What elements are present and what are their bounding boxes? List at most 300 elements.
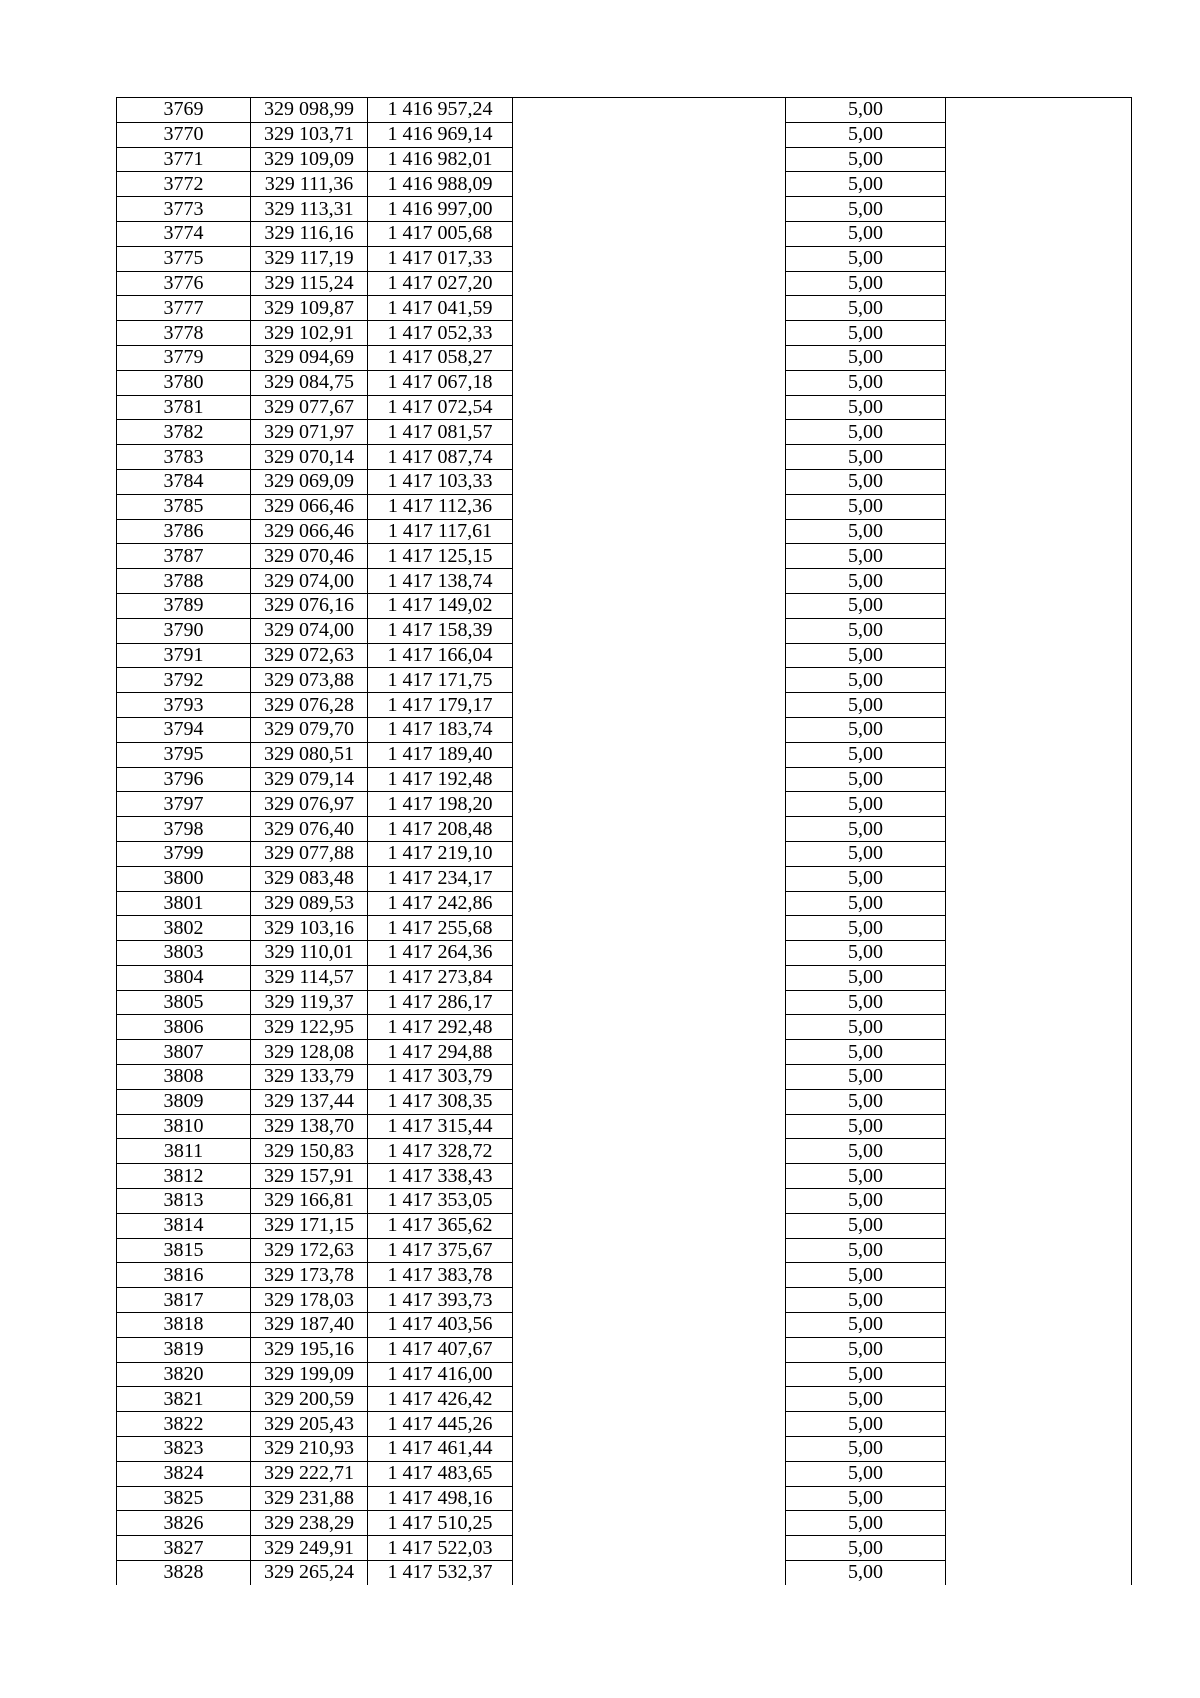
empty-cell — [946, 1015, 1132, 1040]
y-coordinate-cell: 1 417 264,36 — [368, 941, 513, 966]
point-number-cell: 3769 — [117, 98, 251, 123]
point-number-cell: 3827 — [117, 1536, 251, 1561]
x-coordinate-cell: 329 128,08 — [251, 1040, 368, 1065]
empty-cell — [946, 1065, 1132, 1090]
point-number-cell: 3786 — [117, 519, 251, 544]
empty-cell — [946, 1313, 1132, 1338]
y-coordinate-cell: 1 416 997,00 — [368, 197, 513, 222]
distance-cell: 5,00 — [786, 1114, 946, 1139]
point-number-cell: 3778 — [117, 321, 251, 346]
y-coordinate-cell: 1 417 052,33 — [368, 321, 513, 346]
table-row — [117, 866, 1132, 891]
distance-cell: 5,00 — [786, 1561, 946, 1585]
empty-cell — [513, 866, 786, 891]
empty-cell — [513, 1114, 786, 1139]
point-number-cell: 3771 — [117, 147, 251, 172]
y-coordinate-cell: 1 417 183,74 — [368, 717, 513, 742]
point-number-cell: 3822 — [117, 1412, 251, 1437]
point-number-cell: 3781 — [117, 395, 251, 420]
distance-cell: 5,00 — [786, 271, 946, 296]
table-row — [117, 221, 1132, 246]
empty-cell — [513, 1362, 786, 1387]
empty-cell — [513, 792, 786, 817]
point-number-cell: 3803 — [117, 941, 251, 966]
point-number-cell: 3815 — [117, 1238, 251, 1263]
table-row — [117, 1412, 1132, 1437]
y-coordinate-cell: 1 417 461,44 — [368, 1437, 513, 1462]
point-number-cell: 3806 — [117, 1015, 251, 1040]
x-coordinate-cell: 329 083,48 — [251, 866, 368, 891]
empty-cell — [946, 1337, 1132, 1362]
y-coordinate-cell: 1 417 058,27 — [368, 345, 513, 370]
distance-cell: 5,00 — [786, 1015, 946, 1040]
empty-cell — [946, 1114, 1132, 1139]
x-coordinate-cell: 329 150,83 — [251, 1139, 368, 1164]
point-number-cell: 3817 — [117, 1288, 251, 1313]
coordinates-table — [116, 97, 1132, 1585]
y-coordinate-cell: 1 417 315,44 — [368, 1114, 513, 1139]
point-number-cell: 3788 — [117, 569, 251, 594]
empty-cell — [946, 420, 1132, 445]
distance-cell: 5,00 — [786, 98, 946, 123]
table-row — [117, 1561, 1132, 1585]
empty-cell — [513, 221, 786, 246]
table-row — [117, 569, 1132, 594]
empty-cell — [513, 618, 786, 643]
distance-cell: 5,00 — [786, 321, 946, 346]
point-number-cell: 3776 — [117, 271, 251, 296]
point-number-cell: 3811 — [117, 1139, 251, 1164]
table-row — [117, 891, 1132, 916]
point-number-cell: 3820 — [117, 1362, 251, 1387]
point-number-cell: 3784 — [117, 469, 251, 494]
point-number-cell: 3821 — [117, 1387, 251, 1412]
x-coordinate-cell: 329 205,43 — [251, 1412, 368, 1437]
distance-cell: 5,00 — [786, 817, 946, 842]
point-number-cell: 3773 — [117, 197, 251, 222]
distance-cell: 5,00 — [786, 1164, 946, 1189]
empty-cell — [946, 197, 1132, 222]
x-coordinate-cell: 329 074,00 — [251, 618, 368, 643]
empty-cell — [513, 122, 786, 147]
empty-cell — [946, 643, 1132, 668]
x-coordinate-cell: 329 076,16 — [251, 593, 368, 618]
distance-cell: 5,00 — [786, 296, 946, 321]
distance-cell: 5,00 — [786, 445, 946, 470]
x-coordinate-cell: 329 222,71 — [251, 1461, 368, 1486]
table-row — [117, 1313, 1132, 1338]
point-number-cell: 3789 — [117, 593, 251, 618]
x-coordinate-cell: 329 210,93 — [251, 1437, 368, 1462]
distance-cell: 5,00 — [786, 147, 946, 172]
x-coordinate-cell: 329 231,88 — [251, 1486, 368, 1511]
empty-cell — [513, 593, 786, 618]
y-coordinate-cell: 1 417 375,67 — [368, 1238, 513, 1263]
distance-cell: 5,00 — [786, 1412, 946, 1437]
empty-cell — [946, 1461, 1132, 1486]
x-coordinate-cell: 329 102,91 — [251, 321, 368, 346]
point-number-cell: 3819 — [117, 1337, 251, 1362]
table-row — [117, 916, 1132, 941]
y-coordinate-cell: 1 417 426,42 — [368, 1387, 513, 1412]
distance-cell: 5,00 — [786, 1213, 946, 1238]
empty-cell — [946, 916, 1132, 941]
point-number-cell: 3775 — [117, 246, 251, 271]
empty-cell — [946, 792, 1132, 817]
empty-cell — [513, 420, 786, 445]
distance-cell: 5,00 — [786, 172, 946, 197]
point-number-cell: 3792 — [117, 668, 251, 693]
x-coordinate-cell: 329 171,15 — [251, 1213, 368, 1238]
empty-cell — [513, 147, 786, 172]
y-coordinate-cell: 1 417 407,67 — [368, 1337, 513, 1362]
y-coordinate-cell: 1 417 017,33 — [368, 246, 513, 271]
y-coordinate-cell: 1 417 483,65 — [368, 1461, 513, 1486]
table-row — [117, 420, 1132, 445]
distance-cell: 5,00 — [786, 370, 946, 395]
empty-cell — [513, 1139, 786, 1164]
empty-cell — [946, 494, 1132, 519]
empty-cell — [513, 469, 786, 494]
y-coordinate-cell: 1 417 498,16 — [368, 1486, 513, 1511]
y-coordinate-cell: 1 417 286,17 — [368, 990, 513, 1015]
empty-cell — [946, 891, 1132, 916]
point-number-cell: 3772 — [117, 172, 251, 197]
distance-cell: 5,00 — [786, 742, 946, 767]
empty-cell — [513, 891, 786, 916]
table-row — [117, 98, 1132, 123]
distance-cell: 5,00 — [786, 1040, 946, 1065]
empty-cell — [513, 395, 786, 420]
distance-cell: 5,00 — [786, 469, 946, 494]
distance-cell: 5,00 — [786, 569, 946, 594]
distance-cell: 5,00 — [786, 395, 946, 420]
point-number-cell: 3813 — [117, 1189, 251, 1214]
distance-cell: 5,00 — [786, 668, 946, 693]
empty-cell — [513, 1065, 786, 1090]
x-coordinate-cell: 329 080,51 — [251, 742, 368, 767]
empty-cell — [513, 98, 786, 123]
distance-cell: 5,00 — [786, 643, 946, 668]
y-coordinate-cell: 1 417 255,68 — [368, 916, 513, 941]
empty-cell — [946, 172, 1132, 197]
empty-cell — [946, 1139, 1132, 1164]
empty-cell — [946, 519, 1132, 544]
x-coordinate-cell: 329 119,37 — [251, 990, 368, 1015]
y-coordinate-cell: 1 417 338,43 — [368, 1164, 513, 1189]
point-number-cell: 3801 — [117, 891, 251, 916]
x-coordinate-cell: 329 109,87 — [251, 296, 368, 321]
x-coordinate-cell: 329 238,29 — [251, 1511, 368, 1536]
table-row — [117, 1461, 1132, 1486]
y-coordinate-cell: 1 417 189,40 — [368, 742, 513, 767]
point-number-cell: 3798 — [117, 817, 251, 842]
empty-cell — [946, 693, 1132, 718]
empty-cell — [513, 965, 786, 990]
empty-cell — [513, 1412, 786, 1437]
empty-cell — [513, 1213, 786, 1238]
empty-cell — [513, 494, 786, 519]
empty-cell — [946, 593, 1132, 618]
x-coordinate-cell: 329 172,63 — [251, 1238, 368, 1263]
y-coordinate-cell: 1 417 273,84 — [368, 965, 513, 990]
point-number-cell: 3779 — [117, 345, 251, 370]
point-number-cell: 3802 — [117, 916, 251, 941]
empty-cell — [946, 1164, 1132, 1189]
y-coordinate-cell: 1 417 219,10 — [368, 841, 513, 866]
y-coordinate-cell: 1 417 294,88 — [368, 1040, 513, 1065]
distance-cell: 5,00 — [786, 519, 946, 544]
x-coordinate-cell: 329 079,70 — [251, 717, 368, 742]
empty-cell — [513, 1486, 786, 1511]
table-row — [117, 1486, 1132, 1511]
empty-cell — [946, 469, 1132, 494]
distance-cell: 5,00 — [786, 494, 946, 519]
x-coordinate-cell: 329 122,95 — [251, 1015, 368, 1040]
table-row — [117, 395, 1132, 420]
point-number-cell: 3774 — [117, 221, 251, 246]
empty-cell — [513, 1561, 786, 1585]
empty-cell — [513, 717, 786, 742]
table-row — [117, 1139, 1132, 1164]
x-coordinate-cell: 329 103,16 — [251, 916, 368, 941]
distance-cell: 5,00 — [786, 841, 946, 866]
table-row — [117, 147, 1132, 172]
distance-cell: 5,00 — [786, 990, 946, 1015]
distance-cell: 5,00 — [786, 792, 946, 817]
x-coordinate-cell: 329 173,78 — [251, 1263, 368, 1288]
empty-cell — [946, 990, 1132, 1015]
empty-cell — [513, 1164, 786, 1189]
y-coordinate-cell: 1 417 067,18 — [368, 370, 513, 395]
x-coordinate-cell: 329 187,40 — [251, 1313, 368, 1338]
empty-cell — [946, 345, 1132, 370]
table-row — [117, 1263, 1132, 1288]
x-coordinate-cell: 329 111,36 — [251, 172, 368, 197]
x-coordinate-cell: 329 076,40 — [251, 817, 368, 842]
table-row — [117, 296, 1132, 321]
table-row — [117, 693, 1132, 718]
point-number-cell: 3810 — [117, 1114, 251, 1139]
x-coordinate-cell: 329 069,09 — [251, 469, 368, 494]
point-number-cell: 3823 — [117, 1437, 251, 1462]
empty-cell — [513, 1263, 786, 1288]
point-number-cell: 3785 — [117, 494, 251, 519]
empty-cell — [513, 544, 786, 569]
empty-cell — [513, 197, 786, 222]
y-coordinate-cell: 1 417 072,54 — [368, 395, 513, 420]
distance-cell: 5,00 — [786, 1461, 946, 1486]
empty-cell — [513, 519, 786, 544]
distance-cell: 5,00 — [786, 1536, 946, 1561]
empty-cell — [513, 172, 786, 197]
x-coordinate-cell: 329 178,03 — [251, 1288, 368, 1313]
distance-cell: 5,00 — [786, 1362, 946, 1387]
empty-cell — [946, 1040, 1132, 1065]
table-row — [117, 668, 1132, 693]
distance-cell: 5,00 — [786, 221, 946, 246]
y-coordinate-cell: 1 417 087,74 — [368, 445, 513, 470]
empty-cell — [946, 1089, 1132, 1114]
distance-cell: 5,00 — [786, 122, 946, 147]
empty-cell — [513, 1288, 786, 1313]
table-row — [117, 1114, 1132, 1139]
empty-cell — [513, 1437, 786, 1462]
table-row — [117, 1065, 1132, 1090]
table-row — [117, 197, 1132, 222]
empty-cell — [513, 1040, 786, 1065]
empty-cell — [513, 1511, 786, 1536]
y-coordinate-cell: 1 417 353,05 — [368, 1189, 513, 1214]
table-row — [117, 990, 1132, 1015]
empty-cell — [946, 98, 1132, 123]
empty-cell — [513, 941, 786, 966]
x-coordinate-cell: 329 074,00 — [251, 569, 368, 594]
empty-cell — [946, 395, 1132, 420]
y-coordinate-cell: 1 417 179,17 — [368, 693, 513, 718]
table-row — [117, 1015, 1132, 1040]
x-coordinate-cell: 329 200,59 — [251, 1387, 368, 1412]
table-row — [117, 172, 1132, 197]
table-row — [117, 1288, 1132, 1313]
y-coordinate-cell: 1 417 112,36 — [368, 494, 513, 519]
y-coordinate-cell: 1 417 416,00 — [368, 1362, 513, 1387]
y-coordinate-cell: 1 417 303,79 — [368, 1065, 513, 1090]
table-row — [117, 792, 1132, 817]
distance-cell: 5,00 — [786, 1139, 946, 1164]
empty-cell — [946, 221, 1132, 246]
point-number-cell: 3799 — [117, 841, 251, 866]
distance-cell: 5,00 — [786, 246, 946, 271]
point-number-cell: 3807 — [117, 1040, 251, 1065]
empty-cell — [513, 916, 786, 941]
distance-cell: 5,00 — [786, 1065, 946, 1090]
x-coordinate-cell: 329 070,14 — [251, 445, 368, 470]
table-row — [117, 271, 1132, 296]
x-coordinate-cell: 329 110,01 — [251, 941, 368, 966]
empty-cell — [513, 569, 786, 594]
empty-cell — [513, 1015, 786, 1040]
x-coordinate-cell: 329 265,24 — [251, 1561, 368, 1585]
y-coordinate-cell: 1 416 988,09 — [368, 172, 513, 197]
x-coordinate-cell: 329 098,99 — [251, 98, 368, 123]
distance-cell: 5,00 — [786, 1263, 946, 1288]
table-row — [117, 1536, 1132, 1561]
distance-cell: 5,00 — [786, 618, 946, 643]
empty-cell — [513, 445, 786, 470]
table-row — [117, 494, 1132, 519]
point-number-cell: 3826 — [117, 1511, 251, 1536]
empty-cell — [946, 1486, 1132, 1511]
table-row — [117, 817, 1132, 842]
y-coordinate-cell: 1 417 365,62 — [368, 1213, 513, 1238]
empty-cell — [513, 1238, 786, 1263]
y-coordinate-cell: 1 417 171,75 — [368, 668, 513, 693]
y-coordinate-cell: 1 417 234,17 — [368, 866, 513, 891]
x-coordinate-cell: 329 084,75 — [251, 370, 368, 395]
x-coordinate-cell: 329 094,69 — [251, 345, 368, 370]
table-row — [117, 1511, 1132, 1536]
empty-cell — [513, 841, 786, 866]
empty-cell — [513, 668, 786, 693]
table-row — [117, 1387, 1132, 1412]
x-coordinate-cell: 329 137,44 — [251, 1089, 368, 1114]
empty-cell — [946, 544, 1132, 569]
distance-cell: 5,00 — [786, 965, 946, 990]
distance-cell: 5,00 — [786, 1387, 946, 1412]
point-number-cell: 3796 — [117, 767, 251, 792]
empty-cell — [946, 742, 1132, 767]
empty-cell — [946, 841, 1132, 866]
x-coordinate-cell: 329 076,97 — [251, 792, 368, 817]
distance-cell: 5,00 — [786, 1288, 946, 1313]
y-coordinate-cell: 1 417 081,57 — [368, 420, 513, 445]
point-number-cell: 3793 — [117, 693, 251, 718]
x-coordinate-cell: 329 113,31 — [251, 197, 368, 222]
point-number-cell: 3808 — [117, 1065, 251, 1090]
distance-cell: 5,00 — [786, 891, 946, 916]
point-number-cell: 3824 — [117, 1461, 251, 1486]
x-coordinate-cell: 329 249,91 — [251, 1536, 368, 1561]
point-number-cell: 3794 — [117, 717, 251, 742]
x-coordinate-cell: 329 114,57 — [251, 965, 368, 990]
x-coordinate-cell: 329 115,24 — [251, 271, 368, 296]
x-coordinate-cell: 329 066,46 — [251, 519, 368, 544]
point-number-cell: 3825 — [117, 1486, 251, 1511]
distance-cell: 5,00 — [786, 767, 946, 792]
y-coordinate-cell: 1 417 138,74 — [368, 569, 513, 594]
coordinates-table-body — [117, 98, 1132, 1585]
empty-cell — [513, 1189, 786, 1214]
y-coordinate-cell: 1 417 149,02 — [368, 593, 513, 618]
empty-cell — [513, 1313, 786, 1338]
empty-cell — [513, 742, 786, 767]
x-coordinate-cell: 329 089,53 — [251, 891, 368, 916]
point-number-cell: 3800 — [117, 866, 251, 891]
distance-cell: 5,00 — [786, 420, 946, 445]
empty-cell — [946, 1536, 1132, 1561]
empty-cell — [513, 1461, 786, 1486]
distance-cell: 5,00 — [786, 1337, 946, 1362]
y-coordinate-cell: 1 416 957,24 — [368, 98, 513, 123]
x-coordinate-cell: 329 166,81 — [251, 1189, 368, 1214]
y-coordinate-cell: 1 417 532,37 — [368, 1561, 513, 1585]
empty-cell — [946, 1412, 1132, 1437]
point-number-cell: 3805 — [117, 990, 251, 1015]
point-number-cell: 3814 — [117, 1213, 251, 1238]
empty-cell — [513, 1337, 786, 1362]
point-number-cell: 3780 — [117, 370, 251, 395]
point-number-cell: 3818 — [117, 1313, 251, 1338]
empty-cell — [946, 370, 1132, 395]
x-coordinate-cell: 329 117,19 — [251, 246, 368, 271]
y-coordinate-cell: 1 417 208,48 — [368, 817, 513, 842]
distance-cell: 5,00 — [786, 866, 946, 891]
point-number-cell: 3828 — [117, 1561, 251, 1585]
y-coordinate-cell: 1 417 242,86 — [368, 891, 513, 916]
table-row — [117, 941, 1132, 966]
x-coordinate-cell: 329 070,46 — [251, 544, 368, 569]
y-coordinate-cell: 1 416 982,01 — [368, 147, 513, 172]
point-number-cell: 3790 — [117, 618, 251, 643]
x-coordinate-cell: 329 195,16 — [251, 1337, 368, 1362]
distance-cell: 5,00 — [786, 1189, 946, 1214]
distance-cell: 5,00 — [786, 717, 946, 742]
table-row — [117, 544, 1132, 569]
y-coordinate-cell: 1 417 198,20 — [368, 792, 513, 817]
empty-cell — [513, 345, 786, 370]
y-coordinate-cell: 1 417 158,39 — [368, 618, 513, 643]
